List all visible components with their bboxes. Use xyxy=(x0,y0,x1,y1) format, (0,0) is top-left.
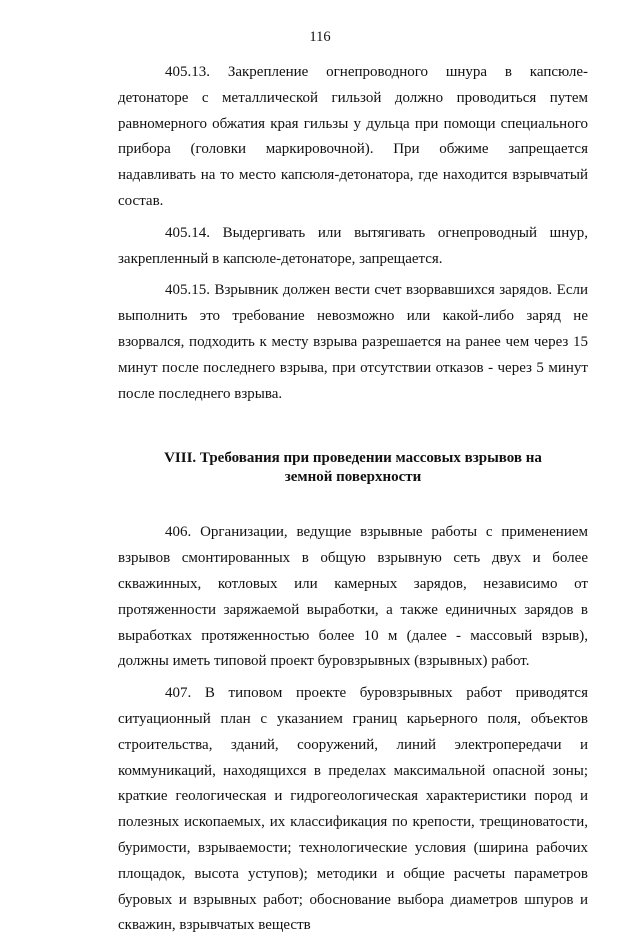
paragraph-407: 407. В типовом проекте буровзрывных работ приводятся ситуационный план с указанием границ карьерного поля, объектов строительства, зданий, сооружений, линий электропередачи и коммуникаций, находящихся в пределах максимальной опасной зоны; краткие геологическая и гидрогеологическая характеристики пород и полезных ископаемых, их классификация по крепости, трещиноватости, буримости, взрываемости; технологические условия (ширина рабочих площадок, высота уступов); методики и общие расчеты параметров буровых и взрывных работ; обоснование выбора диаметров шпуров и скважин, взрывчатых веществ xyxy=(118,685,588,934)
paragraph-405-13: 405.13. Закрепление огнепроводного шнура в капсюле-детонаторе с металлической гильзой должно проводиться путем равномерного обжатия края гильзы у дульца при помощи специального прибора (головки маркировочной). При обжиме запрещается надавливать на то место капсюля-детонатора, где находится взрывчатый состав. xyxy=(118,64,588,209)
document-body xyxy=(118,60,588,939)
paragraph-406: 406. Организации, ведущие взрывные работы с применением взрывов смонтированных в общую взрывную сеть двух и более скважинных, котловых или камерных зарядов, независимо от протяженности заряжаемой выработки, а также единичных зарядов в выработках протяженностью более 10 м (далее - массовый взрыв), должны иметь типовой проект буровзрывных (взрывных) работ. xyxy=(118,524,588,670)
paragraph-405-14: 405.14. Выдергивать или вытягивать огнепроводный шнур, закрепленный в капсюле-детонаторе, запрещается. xyxy=(118,224,588,267)
paragraph-405-15: 405.15. Взрывник должен вести счет взорвавшихся зарядов. Если выполнить это требование невозможно или какой-либо заряд не взорвался, подходить к месту взрыва разрешается на ранее чем через 15 минут после последнего взрыва, при отсутствии отказов - через 5 минут после последнего взрыва. xyxy=(118,282,588,402)
section-heading: VIII. Требования при проведении массовых взрывов на земной поверхности xyxy=(164,450,542,486)
page-number: 116 xyxy=(309,29,331,45)
